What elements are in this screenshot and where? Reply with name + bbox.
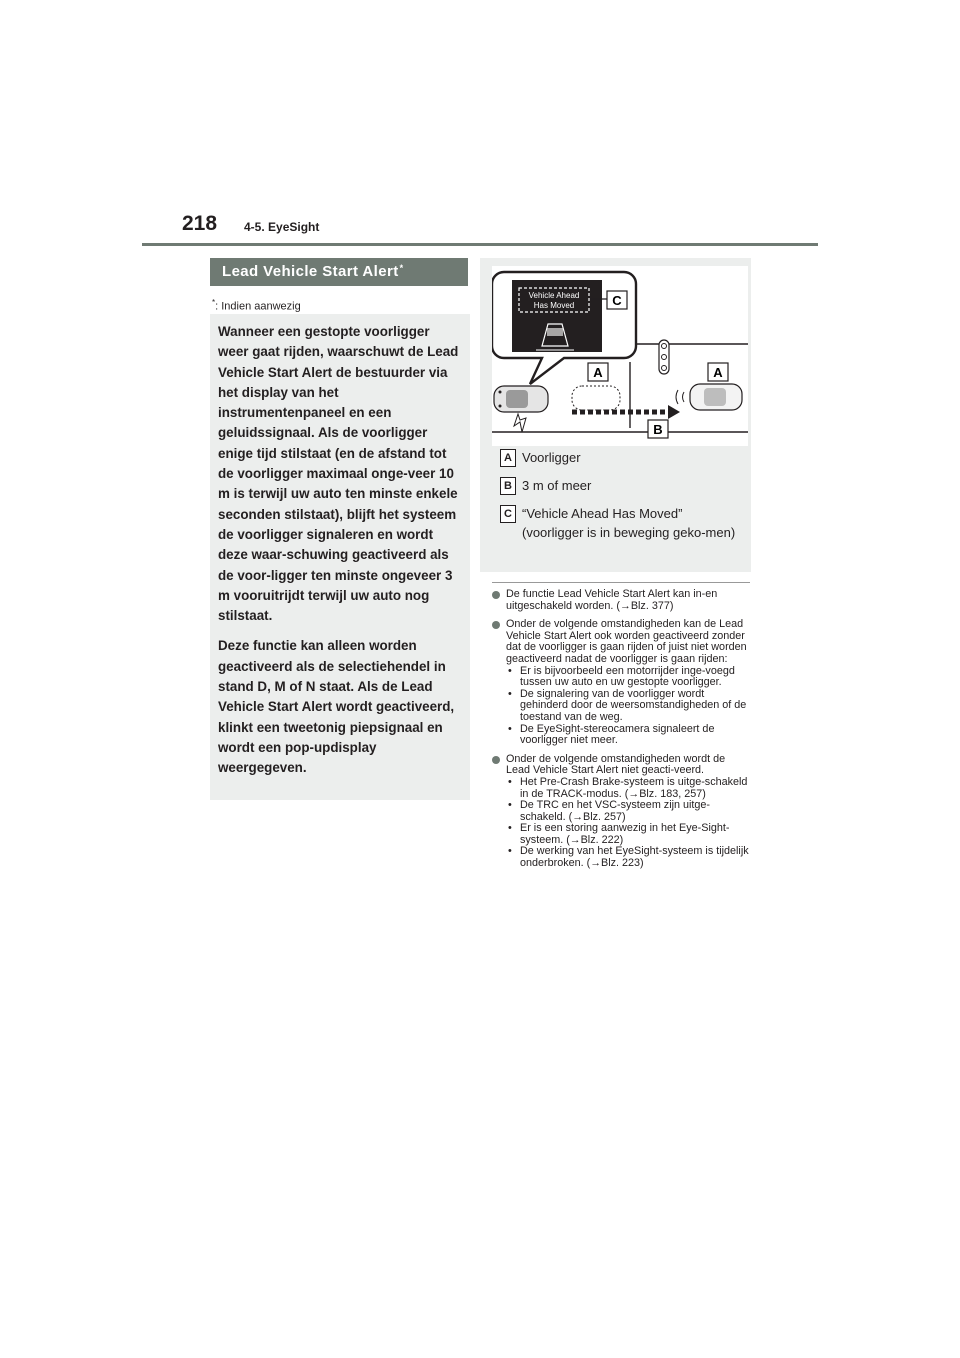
- note-bullet: • Het Pre-Crash Brake-systeem is uitge-schakeld in de TRACK-modus. (→Blz. 183, 257): [506, 777, 750, 800]
- figure-legend: [500, 448, 745, 551]
- notes-section: [492, 582, 750, 877]
- section-title-marker: *: [399, 263, 404, 273]
- own-car-icon: [494, 386, 548, 412]
- display-text-line1: Vehicle Ahead: [528, 291, 580, 300]
- note-bullet: • De signalering van de voorligger wordt gehinderd door de weersomstandigheden of de toestand van de weg.: [506, 689, 750, 724]
- note-bullet: • Er is bijvoorbeeld een motorrijder inge-voegd tussen uw auto en uw gestopte voorligger.: [506, 666, 750, 689]
- section-title: [210, 258, 468, 286]
- note-item: [492, 754, 750, 870]
- intro-paragraph: Wanneer een gestopte voorligger weer gaat rijden, waarschuwt de Lead Vehicle Start Alert de bestuurder via het display van het instrumentenpaneel en een geluidssignaal. Als de voorligger enige tijd stilstaat (en de afstand tot de voorligger maximaal onge-veer 10 m is terwijl uw auto ten minste enkele seconden stilstaat), blijft het systeem de voorligger signaleren en wordt deze waar-schuwing geactiveerd als de voor-ligger ten minste ongeveer 3 m vooruitrijdt terwijl uw auto nog stilstaat.: [218, 324, 459, 624]
- intro-paragraph: Deze functie kan alleen worden geactiveerd als de selectiehendel in stand D, M of N staat. Als de Lead Vehicle Start Alert wordt geactiveerd, klinkt een tweetonig piepsignaal en wordt een pop-updisplay weergegeven.: [218, 638, 455, 776]
- bullet-dot-icon: [492, 756, 500, 764]
- page-number: 218: [182, 212, 218, 235]
- bullet-dot-icon: [492, 621, 500, 629]
- header-divider: [142, 243, 818, 246]
- legend-letter: B: [500, 477, 516, 495]
- label-c: C: [612, 293, 622, 308]
- footnote-marker: *: [212, 298, 216, 307]
- label-b: B: [653, 422, 663, 437]
- legend-letter: C: [500, 505, 516, 523]
- label-a-right: A: [713, 365, 723, 380]
- footnote-text: : Indien aanwezig: [215, 300, 301, 313]
- traffic-light-icon: [659, 340, 669, 374]
- legend-text: Voorligger: [522, 450, 581, 465]
- footnote: [212, 298, 301, 313]
- section-label: 4-5. EyeSight: [244, 220, 320, 234]
- display-text-line2: Has Moved: [533, 301, 575, 310]
- note-bullet: • Er is een storing aanwezig in het Eye-Sight-systeem. (→Blz. 222): [506, 823, 750, 846]
- figure-box: [480, 258, 751, 572]
- note-text: De functie Lead Vehicle Start Alert kan in-en uitgeschakeld worden. (→Blz. 377): [506, 588, 718, 612]
- legend-item: [500, 448, 745, 467]
- note-bullet: • De TRC en het VSC-systeem zijn uitge-schakeld. (→Blz. 257): [506, 800, 750, 823]
- legend-text: “Vehicle Ahead Has Moved” (voorligger is in beweging geko-men): [522, 506, 736, 540]
- legend-letter: A: [500, 449, 516, 467]
- note-bullet: • De EyeSight-stereocamera signaleert de voorligger niet meer.: [506, 724, 750, 747]
- note-text: Onder de volgende omstandigheden kan de Lead Vehicle Start Alert ook worden geactiveerd zonder dat de voorligger is gaan rijden of juist niet worden geactiveerd nadat de voorligger is gaan rijden:: [506, 618, 747, 665]
- legend-text: 3 m of meer: [522, 478, 592, 493]
- label-a-left: A: [593, 365, 603, 380]
- note-item: [492, 619, 750, 747]
- note-item: [492, 589, 750, 612]
- intro-box: [210, 314, 470, 800]
- bullet-dot-icon: [492, 591, 500, 599]
- lead-vehicle-illustration: [492, 266, 748, 446]
- section-title-text: Lead Vehicle Start Alert: [222, 263, 399, 280]
- note-text: Onder de volgende omstandigheden wordt de Lead Vehicle Start Alert niet geacti-veerd.: [506, 752, 726, 777]
- legend-item: [500, 504, 745, 542]
- note-bullet: • De werking van het EyeSight-systeem is tijdelijk onderbroken. (→Blz. 223): [506, 846, 750, 869]
- legend-item: [500, 476, 745, 495]
